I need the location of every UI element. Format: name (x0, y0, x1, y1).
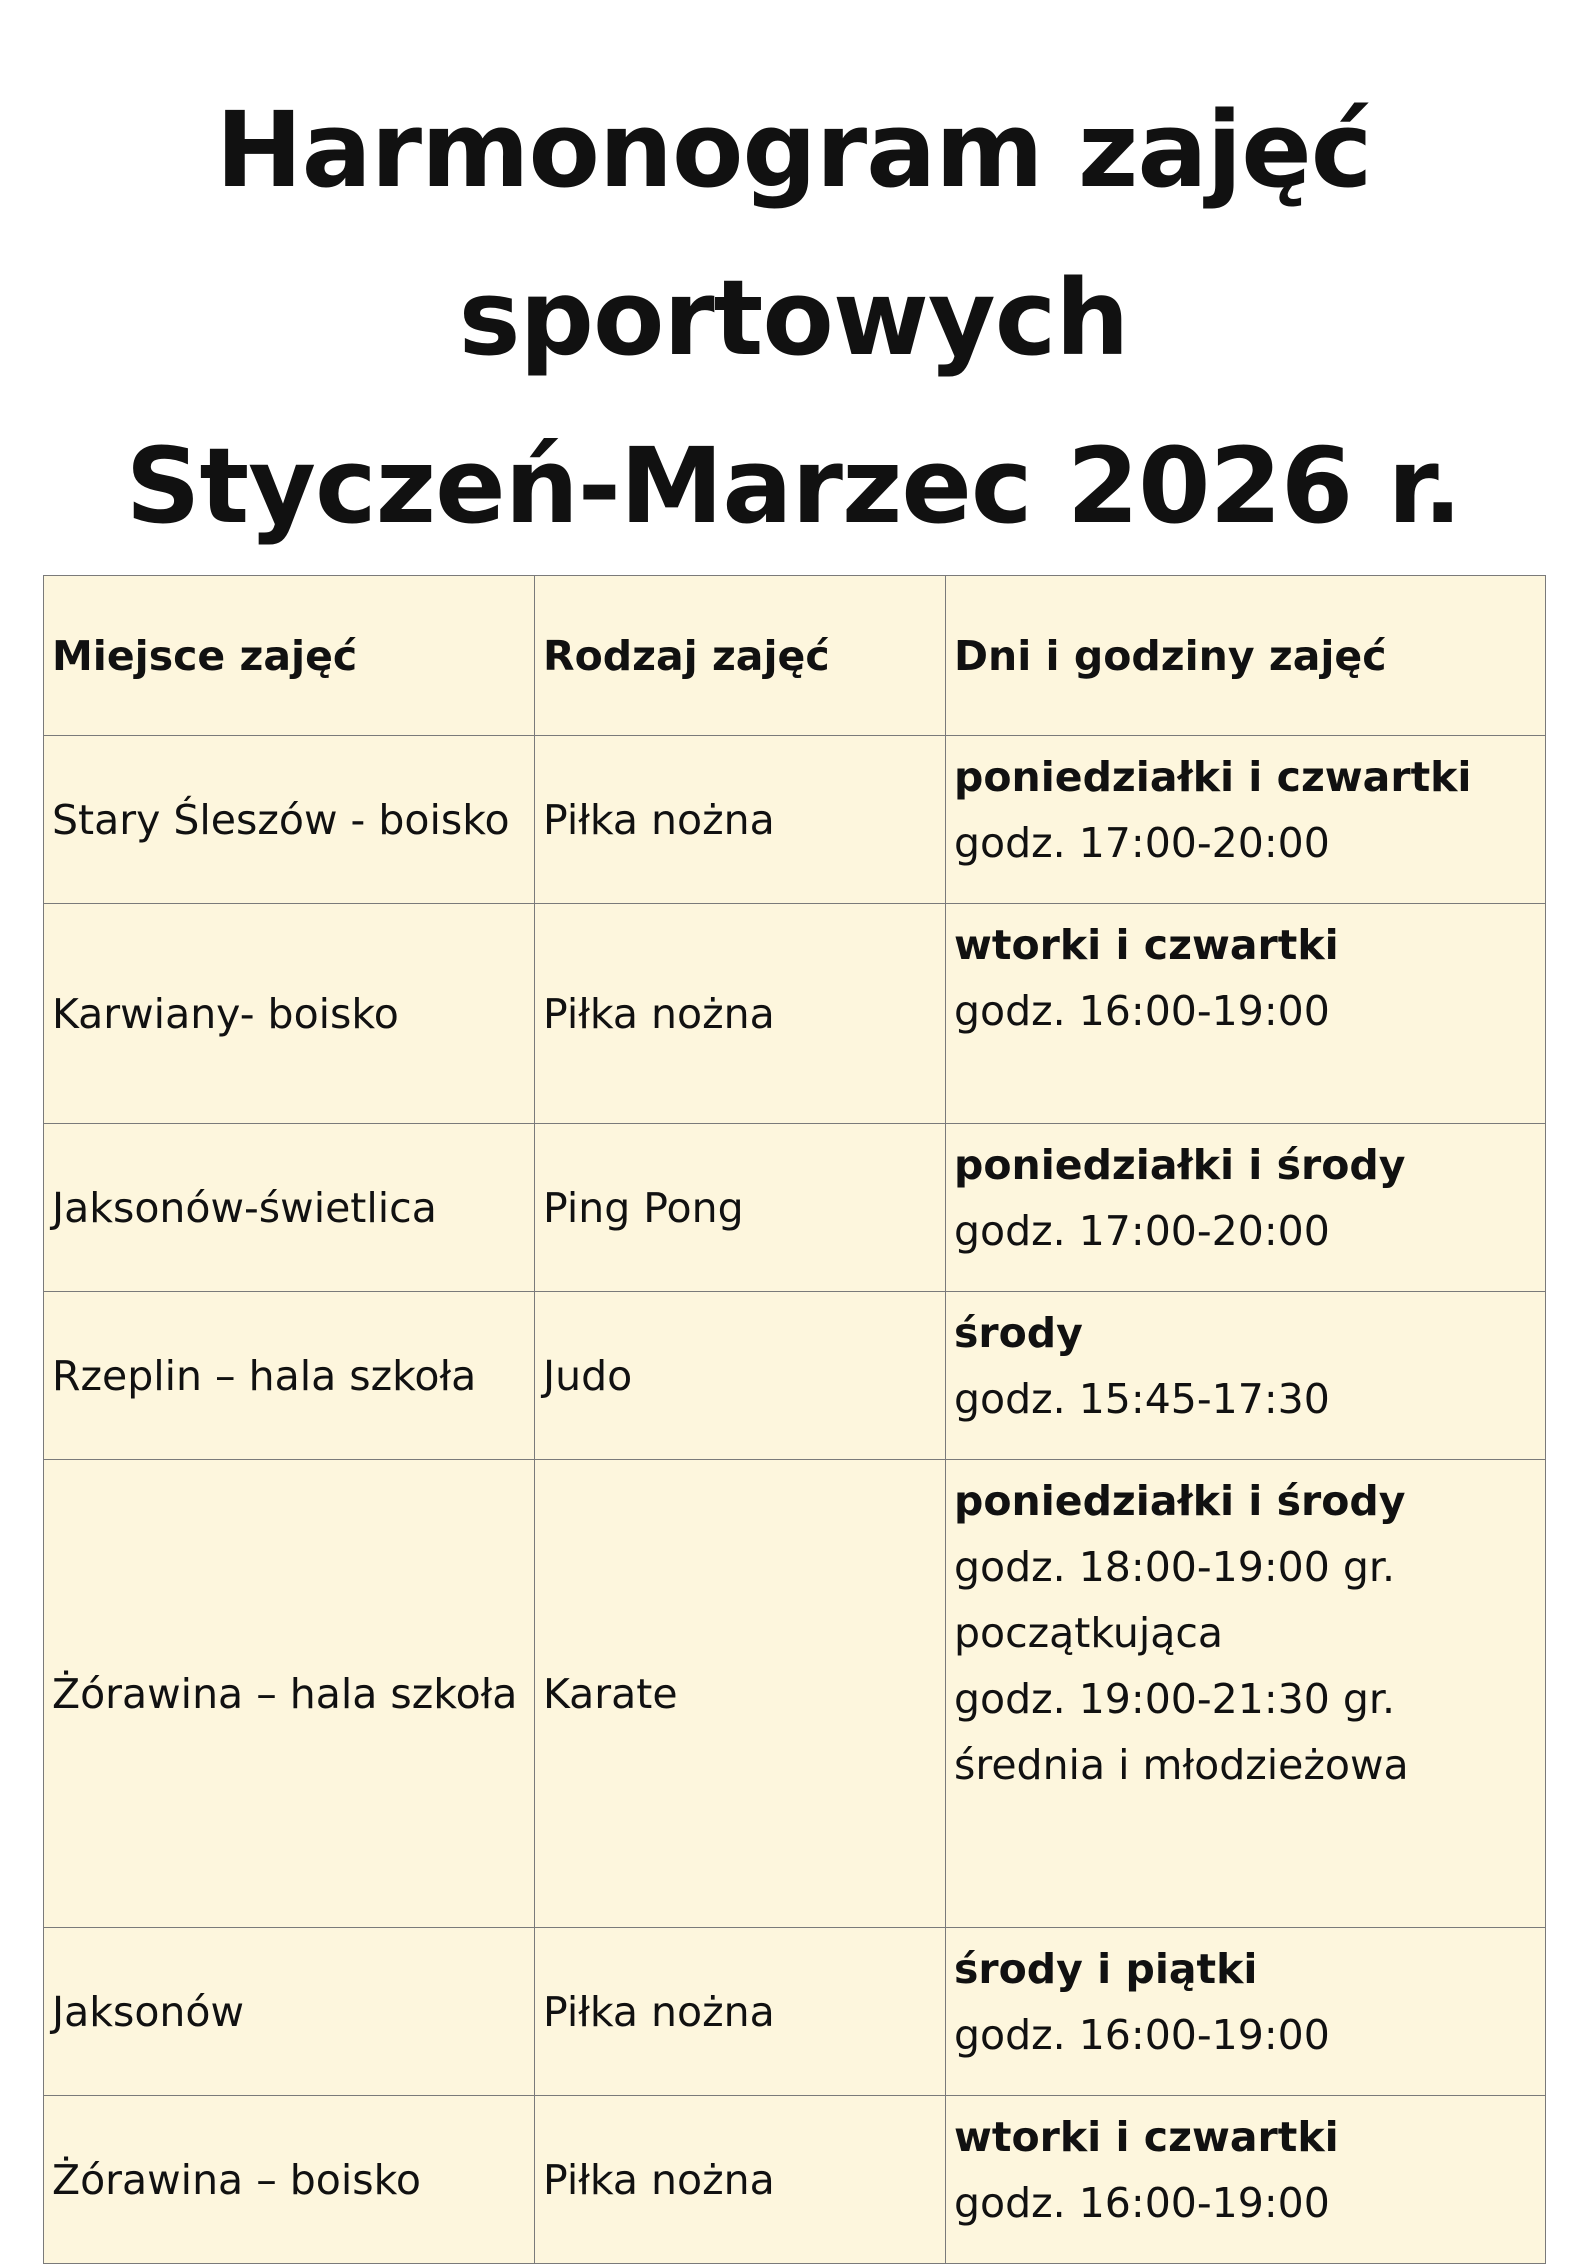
cell-activity: Piłka nożna (535, 904, 946, 1124)
table-row (44, 1928, 1546, 2096)
schedule-hours: godz. 15:45-17:30 (954, 1375, 1330, 1423)
schedule-days: wtorki i czwartki (954, 2113, 1339, 2161)
cell-place: Karwiany- boisko (44, 904, 535, 1124)
cell-schedule (946, 1928, 1546, 2096)
table-row (44, 1124, 1546, 1292)
schedule-hours: godz. 16:00-19:00 (954, 2011, 1330, 2059)
title-line-3: Styczeń-Marzec 2026 r. (125, 425, 1462, 547)
cell-activity: Karate (535, 1460, 946, 1928)
schedule-hours: godz. 17:00-20:00 (954, 1207, 1330, 1255)
table-row (44, 1292, 1546, 1460)
page-title (0, 66, 1587, 570)
table-row (44, 1460, 1546, 1928)
cell-schedule (946, 736, 1546, 904)
schedule-days: poniedziałki i środy (954, 1477, 1406, 1525)
cell-schedule (946, 2096, 1546, 2264)
schedule-hours: godz. 19:00-21:30 gr. średnia i młodzieżowa (954, 1675, 1409, 1789)
schedule-table (43, 575, 1546, 2264)
cell-place: Jaksonów-świetlica (44, 1124, 535, 1292)
header-place: Miejsce zajęć (44, 576, 535, 736)
schedule-hours: godz. 17:00-20:00 (954, 819, 1330, 867)
cell-place: Jaksonów (44, 1928, 535, 2096)
schedule-days: środy (954, 1309, 1083, 1357)
cell-schedule (946, 1124, 1546, 1292)
table-row (44, 2096, 1546, 2264)
schedule-hours: godz. 16:00-19:00 (954, 987, 1330, 1035)
schedule-days: poniedziałki i środy (954, 1141, 1406, 1189)
cell-schedule (946, 1460, 1546, 1928)
title-line-1: Harmonogram zajęć (215, 89, 1372, 211)
cell-place: Żórawina – hala szkoła (44, 1460, 535, 1928)
schedule-days: wtorki i czwartki (954, 921, 1339, 969)
cell-schedule (946, 904, 1546, 1124)
cell-schedule (946, 1292, 1546, 1460)
cell-activity: Piłka nożna (535, 2096, 946, 2264)
table-header-row (44, 576, 1546, 736)
schedule-days: środy i piątki (954, 1945, 1258, 1993)
schedule-hours: godz. 18:00-19:00 gr. początkująca (954, 1543, 1396, 1657)
cell-place: Żórawina – boisko (44, 2096, 535, 2264)
table-row (44, 904, 1546, 1124)
table-row (44, 736, 1546, 904)
schedule-days: poniedziałki i czwartki (954, 753, 1472, 801)
cell-activity: Piłka nożna (535, 736, 946, 904)
header-activity: Rodzaj zajęć (535, 576, 946, 736)
cell-place: Rzeplin – hala szkoła (44, 1292, 535, 1460)
cell-activity: Piłka nożna (535, 1928, 946, 2096)
schedule-hours: godz. 16:00-19:00 (954, 2179, 1330, 2227)
cell-activity: Judo (535, 1292, 946, 1460)
cell-place: Stary Śleszów - boisko (44, 736, 535, 904)
title-line-2: sportowych (458, 257, 1129, 379)
cell-activity: Ping Pong (535, 1124, 946, 1292)
header-schedule: Dni i godziny zajęć (946, 576, 1546, 736)
